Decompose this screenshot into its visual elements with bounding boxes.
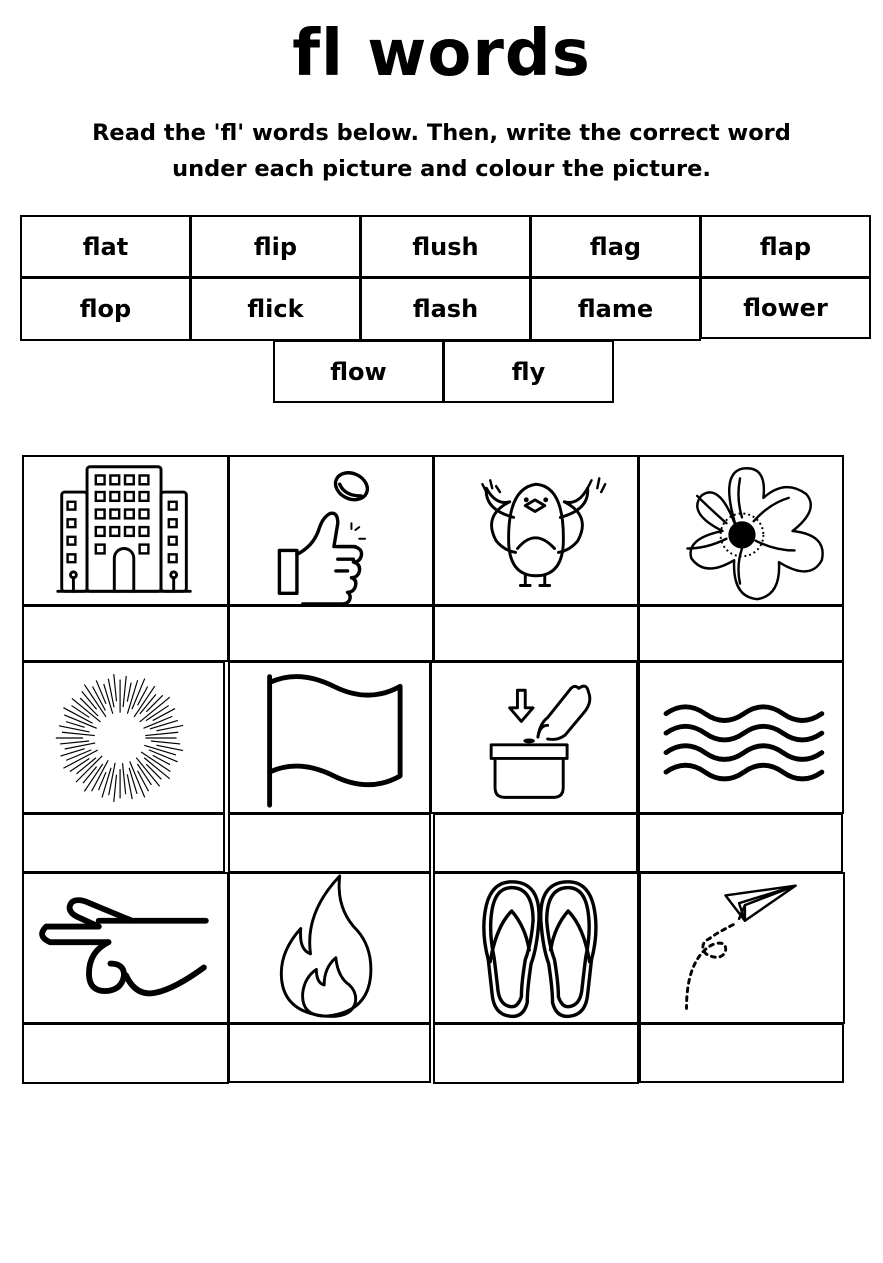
word-bank-item: flap: [700, 215, 871, 278]
word-bank-item: flash: [360, 277, 531, 341]
burst-ray: [65, 743, 96, 749]
coin-flip-thumb-icon: [230, 457, 432, 604]
burst-ray: [151, 741, 180, 744]
paper-plane-fly-icon: [641, 874, 843, 1022]
burst-ray: [71, 706, 89, 718]
picture-cell: [638, 455, 844, 606]
answer-box[interactable]: [228, 605, 434, 662]
answer-box[interactable]: [433, 813, 638, 873]
burst-ray: [60, 749, 84, 756]
answer-box[interactable]: [22, 813, 225, 873]
word-bank-item: flame: [530, 277, 701, 341]
answer-box[interactable]: [22, 605, 229, 662]
picture-cell: [228, 872, 431, 1024]
picture-cell: [22, 455, 229, 606]
burst-ray: [59, 726, 90, 732]
flowing-waves-icon: [640, 663, 842, 812]
burst-ray: [109, 763, 115, 795]
word-bank-item: flat: [20, 215, 191, 278]
burst-ray: [138, 686, 148, 705]
page-title: fl words: [292, 17, 591, 91]
burst-ray: [127, 683, 131, 702]
picture-cell: [22, 872, 229, 1024]
answer-box[interactable]: [638, 605, 844, 662]
answer-box[interactable]: [638, 813, 843, 873]
flash-burst-icon: [24, 663, 223, 812]
picture-cell: [228, 661, 431, 814]
burst-ray: [96, 680, 106, 703]
flush-button-icon: [432, 663, 636, 812]
picture-cell: [639, 872, 845, 1024]
burst-ray: [60, 741, 89, 744]
picture-cell: [22, 661, 225, 814]
instructions: [60, 115, 823, 187]
burst-ray: [83, 767, 97, 784]
burst-ray: [123, 763, 126, 794]
burst-ray: [114, 775, 117, 802]
burst-ray: [138, 771, 149, 792]
flapping-bird-icon: [435, 457, 637, 604]
word-bank-item: flush: [360, 215, 531, 278]
word-bank-item: flop: [20, 277, 191, 341]
word-bank-item: fly: [443, 340, 614, 403]
burst-ray: [153, 755, 170, 764]
answer-box[interactable]: [22, 1023, 229, 1084]
burst-ray: [127, 774, 132, 799]
flag-icon: [230, 663, 429, 812]
word-bank-item: flip: [190, 215, 361, 278]
answer-box[interactable]: [639, 1023, 844, 1083]
word-bank-item: flick: [190, 277, 361, 341]
instructions-line-2: under each picture and colour the picture.: [172, 156, 711, 182]
word-bank-item: flag: [530, 215, 701, 278]
picture-cell: [433, 455, 639, 606]
picture-cell: [228, 455, 434, 606]
answer-box[interactable]: [433, 1023, 639, 1084]
picture-cell: [430, 661, 638, 814]
flip-flops-icon: [435, 874, 637, 1022]
answer-box[interactable]: [228, 813, 431, 873]
picture-cell: [433, 872, 639, 1024]
word-bank-item: flow: [273, 340, 444, 403]
answer-box[interactable]: [433, 605, 639, 662]
burst-ray: [62, 732, 95, 735]
burst-ray: [123, 676, 126, 707]
finger-flick-icon: [24, 874, 227, 1022]
answer-box[interactable]: [228, 1023, 431, 1083]
word-bank-item: flower: [700, 277, 871, 339]
flower-icon: [640, 457, 842, 604]
burst-ray: [114, 674, 117, 701]
flame-icon: [230, 874, 429, 1022]
burst-ray: [145, 732, 178, 735]
picture-cell: [638, 661, 844, 814]
instructions-line-1: Read the 'fl' words below. Then, write the correct word: [92, 120, 791, 146]
apartment-building-icon: [24, 457, 227, 604]
